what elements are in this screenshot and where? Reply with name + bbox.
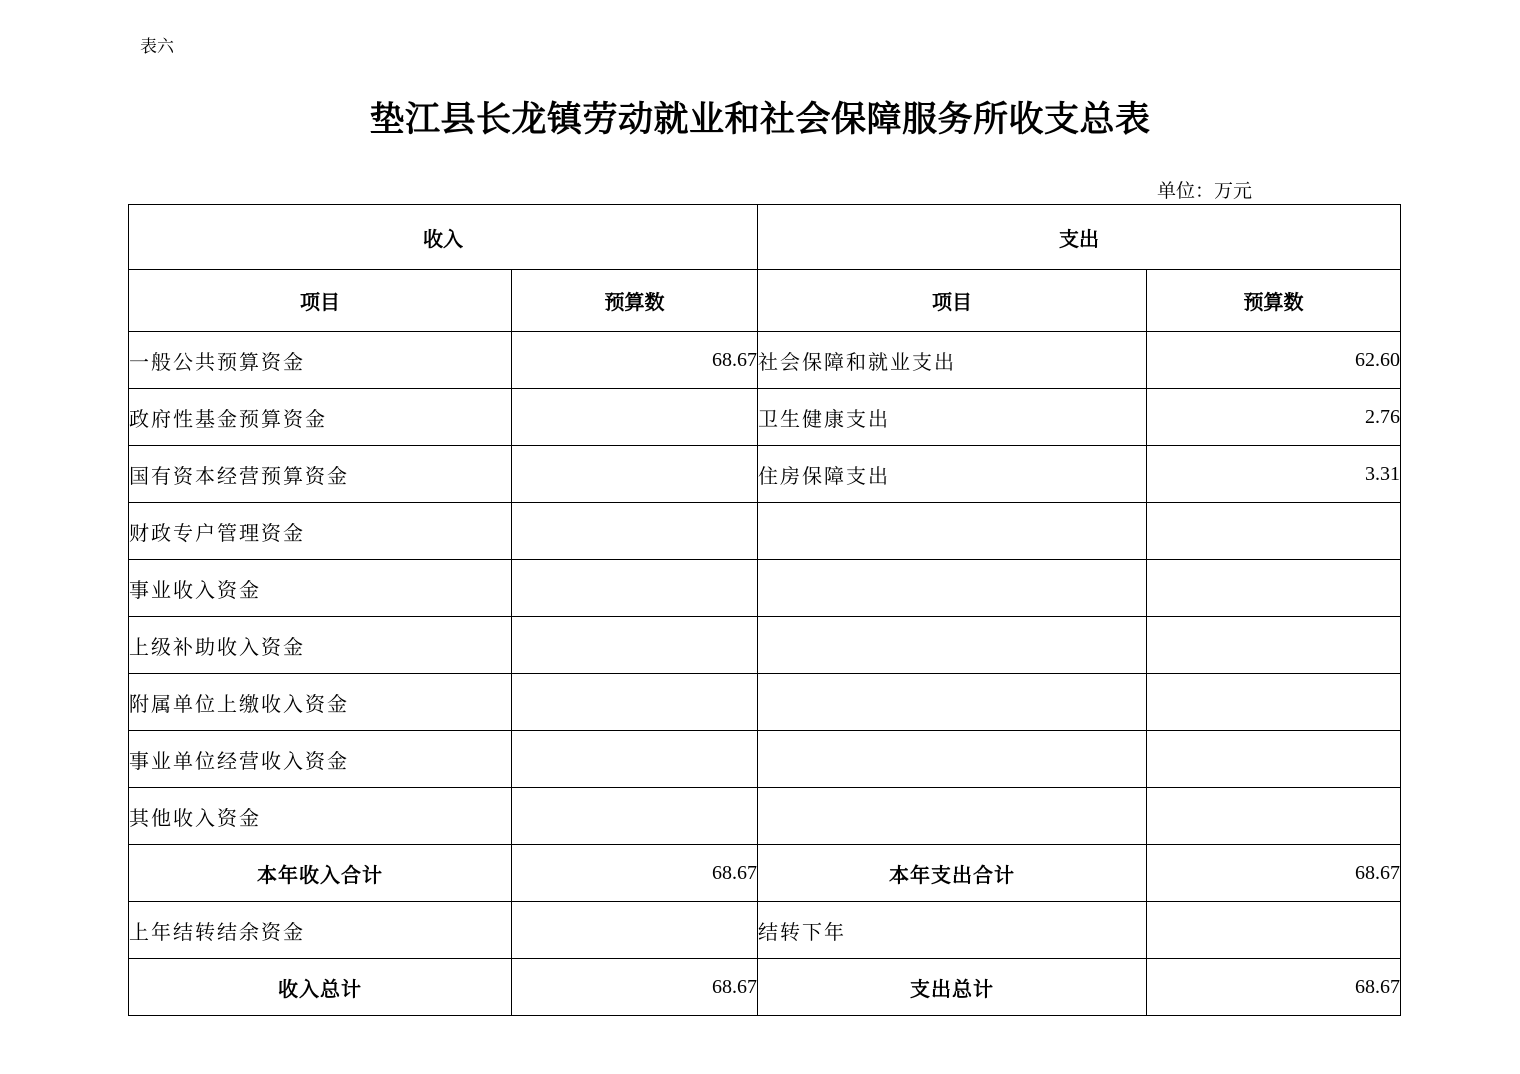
expense-item-cell (758, 560, 1147, 617)
table-number-label: 表六 (140, 37, 174, 57)
expense-section-header: 支出 (758, 205, 1401, 270)
income-item-cell: 上年结转结余资金 (129, 902, 512, 959)
total-row (129, 845, 1401, 902)
income-value-cell (512, 674, 758, 731)
page-title: 垫江县长龙镇劳动就业和社会保障服务所收支总表 (369, 99, 1151, 140)
expense-item-cell: 卫生健康支出 (758, 389, 1147, 446)
table-body (129, 205, 1401, 1016)
income-value-cell (512, 902, 758, 959)
expense-item-cell: 支出总计 (758, 959, 1147, 1016)
table-row (129, 731, 1401, 788)
table-row (129, 332, 1401, 389)
income-value-cell (512, 503, 758, 560)
income-item-cell: 事业单位经营收入资金 (129, 731, 512, 788)
income-value-cell (512, 446, 758, 503)
expense-item-cell: 本年支出合计 (758, 845, 1147, 902)
income-item-cell: 政府性基金预算资金 (129, 389, 512, 446)
expense-item-cell (758, 674, 1147, 731)
expense-value-cell (1147, 503, 1401, 560)
income-item-cell: 收入总计 (129, 959, 512, 1016)
table-row (129, 674, 1401, 731)
unit-label: 单位：万元 (1157, 180, 1253, 202)
expense-item-cell: 结转下年 (758, 902, 1147, 959)
expense-item-cell (758, 617, 1147, 674)
expense-value-cell: 2.76 (1147, 389, 1401, 446)
table-row (129, 617, 1401, 674)
table-row (129, 503, 1401, 560)
table-row (129, 902, 1401, 959)
income-item-cell: 一般公共预算资金 (129, 332, 512, 389)
expense-item-cell: 社会保障和就业支出 (758, 332, 1147, 389)
income-budget-header: 预算数 (512, 270, 758, 332)
expense-value-cell (1147, 731, 1401, 788)
table-row (129, 389, 1401, 446)
expense-value-cell (1147, 617, 1401, 674)
income-item-cell: 其他收入资金 (129, 788, 512, 845)
expense-value-cell (1147, 674, 1401, 731)
income-item-cell: 财政专户管理资金 (129, 503, 512, 560)
income-section-header: 收入 (129, 205, 758, 270)
expense-value-cell: 68.67 (1147, 845, 1401, 902)
expense-item-cell (758, 503, 1147, 560)
table-row (129, 446, 1401, 503)
income-value-cell (512, 731, 758, 788)
table-row (129, 788, 1401, 845)
income-value-cell: 68.67 (512, 845, 758, 902)
income-item-cell: 本年收入合计 (129, 845, 512, 902)
expense-budget-header: 预算数 (1147, 270, 1401, 332)
column-header-row (129, 270, 1401, 332)
income-item-header: 项目 (129, 270, 512, 332)
income-value-cell (512, 788, 758, 845)
income-item-cell: 上级补助收入资金 (129, 617, 512, 674)
expense-value-cell: 62.60 (1147, 332, 1401, 389)
expense-item-cell (758, 788, 1147, 845)
income-item-cell: 国有资本经营预算资金 (129, 446, 512, 503)
expense-value-cell (1147, 902, 1401, 959)
expense-value-cell: 68.67 (1147, 959, 1401, 1016)
income-value-cell: 68.67 (512, 959, 758, 1016)
expense-value-cell (1147, 560, 1401, 617)
total-row (129, 959, 1401, 1016)
income-item-cell: 附属单位上缴收入资金 (129, 674, 512, 731)
income-value-cell (512, 560, 758, 617)
income-value-cell (512, 389, 758, 446)
income-value-cell: 68.67 (512, 332, 758, 389)
income-value-cell (512, 617, 758, 674)
income-expense-summary-table (128, 204, 1401, 1016)
expense-value-cell (1147, 788, 1401, 845)
table-row (129, 560, 1401, 617)
section-header-row (129, 205, 1401, 270)
income-item-cell: 事业收入资金 (129, 560, 512, 617)
expense-value-cell: 3.31 (1147, 446, 1401, 503)
expense-item-cell: 住房保障支出 (758, 446, 1147, 503)
expense-item-header: 项目 (758, 270, 1147, 332)
expense-item-cell (758, 731, 1147, 788)
